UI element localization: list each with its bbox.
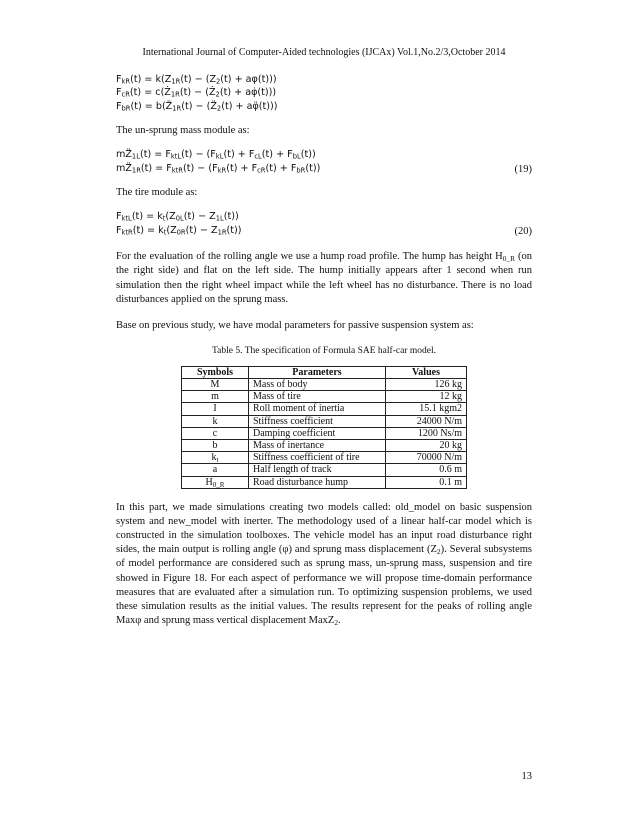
cell-symbol: m — [182, 391, 249, 403]
cell-value: 0.1 m — [386, 476, 467, 488]
paragraph-simulation: In this part, we made simulations creating two models called: old_model on basic suspension system and new_model with inerter. The methodology used of a linear half-car model which is constructed in the simulation toolboxes. The vehicle model has an input road disturbance right sides, the main output is rolling angle (φ) and sprung mass displacement $(Z_2)$. Several subsystems of model performance are considered such as sprung mass, un-sprung mass, suspension and tire showed in Figure 18. For each aspect of performance we will propose time-domain performance measures that are evaluated after a simulation run. To optimizing suspension problems, we used these simulation results as the initial values. The results represent for the peaks of rolling angle Maxφ and sprung mass vertical displacement MaxZ$_2$. — [116, 501, 532, 627]
equation-unsprung-right — [116, 162, 532, 176]
specification-table — [181, 366, 467, 489]
table-row — [182, 476, 467, 488]
equation-fkr: $F_{kR}(t) = k(Z_{1R}(t) - (Z_2(t) + a\varphi(t)))$ — [116, 73, 277, 86]
cell-parameter: Mass of body — [249, 379, 386, 391]
cell-value: 70000 N/m — [386, 452, 467, 464]
cell-symbol: $H_{0\_R}$ — [182, 476, 249, 488]
tire-intro: The tire module as: — [116, 187, 198, 199]
cell-parameter: Mass of tire — [249, 391, 386, 403]
table-row — [182, 403, 467, 415]
page-number: 13 — [521, 771, 532, 782]
header-symbols: Symbols — [182, 366, 249, 378]
cell-symbol: M — [182, 379, 249, 391]
cell-value: 12 kg — [386, 391, 467, 403]
table-row — [182, 439, 467, 451]
table-row — [182, 415, 467, 427]
cell-symbol: I — [182, 403, 249, 415]
cell-parameter: Road disturbance hump — [249, 476, 386, 488]
cell-value: 20 kg — [386, 439, 467, 451]
equation-unsprung-right-text: $mZ̈_{1R}(t) = F_{ktR}(t) - (F_{kR}(t) + F_{cR}(t) + F_{bR}(t))$ — [116, 163, 321, 175]
table-row — [182, 427, 467, 439]
cell-parameter: Stiffness coefficient of tire — [249, 452, 386, 464]
cell-symbol: k — [182, 415, 249, 427]
paragraph-modal-parameters: Base on previous study, we have modal parameters for passive suspension system as: — [116, 319, 474, 331]
equation-fcr: $F_{cR}(t)$ = $c(Ż_{1R}(t)$ − ($Ż_2(t)$ + aφ̇(t))) — [116, 87, 277, 100]
unsprung-equations — [116, 148, 532, 176]
cell-parameter: Stiffness coefficient — [249, 415, 386, 427]
unsprung-intro: The un-sprung mass module as: — [116, 125, 250, 137]
cell-parameter: Roll moment of inertia — [249, 403, 386, 415]
equation-number-19: (19) — [514, 164, 532, 176]
cell-parameter: Half length of track — [249, 464, 386, 476]
table-body — [182, 379, 467, 489]
cell-value: 1200 Ns/m — [386, 427, 467, 439]
header-values: Values — [386, 366, 467, 378]
equation-unsprung-left: $mZ̈_{1L}(t) = F_{ktL}(t) - (F_{kL}(t) + F_{cL}(t) + F_{bL}(t))$ — [116, 149, 316, 162]
table-caption: Table 5. The specification of Formula SAE half-car model. — [212, 346, 436, 357]
equation-tire-right — [116, 224, 532, 238]
cell-parameter: Mass of inertance — [249, 439, 386, 451]
equation-fbr: $F_{bR}(t)$ = $b(Z̈_{1R}(t)$ − ($Z̈_2(t)$ + aφ̈(t))) — [116, 101, 278, 113]
cell-value: 15.1 kgm2 — [386, 403, 467, 415]
cell-symbol: $k_t$ — [182, 452, 249, 464]
paragraph-rolling-angle: For the evaluation of the rolling angle we use a hump road profile. The hump has height $H_{0\_R}$ (on the right side) and flat on the left side. The hump initially appears after 1 second when run simulation then the right wheel impact while the left wheel has no disturbance. There is no load disturbances applied on the sprung mass. — [116, 251, 532, 305]
cell-symbol: b — [182, 439, 249, 451]
table-row — [182, 452, 467, 464]
sprung-force-equations — [116, 73, 532, 115]
cell-symbol: a — [182, 464, 249, 476]
cell-value: 24000 N/m — [386, 415, 467, 427]
cell-parameter: Damping coefficient — [249, 427, 386, 439]
header-parameters: Parameters — [249, 366, 386, 378]
table-row — [182, 379, 467, 391]
cell-value: 126 kg — [386, 379, 467, 391]
equation-tire-right-text: $F_{ktR}(t) = k_t(Z_{0R}(t) - Z_{1R}(t))$ — [116, 225, 242, 237]
equation-tire-left: $F_{ktL}(t) = k_t(Z_{0L}(t) - Z_{1L}(t))$ — [116, 211, 239, 224]
table-row — [182, 464, 467, 476]
table-header-row — [182, 366, 467, 378]
tire-equations — [116, 210, 532, 238]
table-row — [182, 391, 467, 403]
equation-number-20: (20) — [514, 226, 532, 238]
cell-symbol: c — [182, 427, 249, 439]
cell-value: 0.6 m — [386, 464, 467, 476]
journal-header: International Journal of Computer-Aided technologies (IJCAx) Vol.1,No.2/3,October 2014 — [142, 47, 506, 58]
